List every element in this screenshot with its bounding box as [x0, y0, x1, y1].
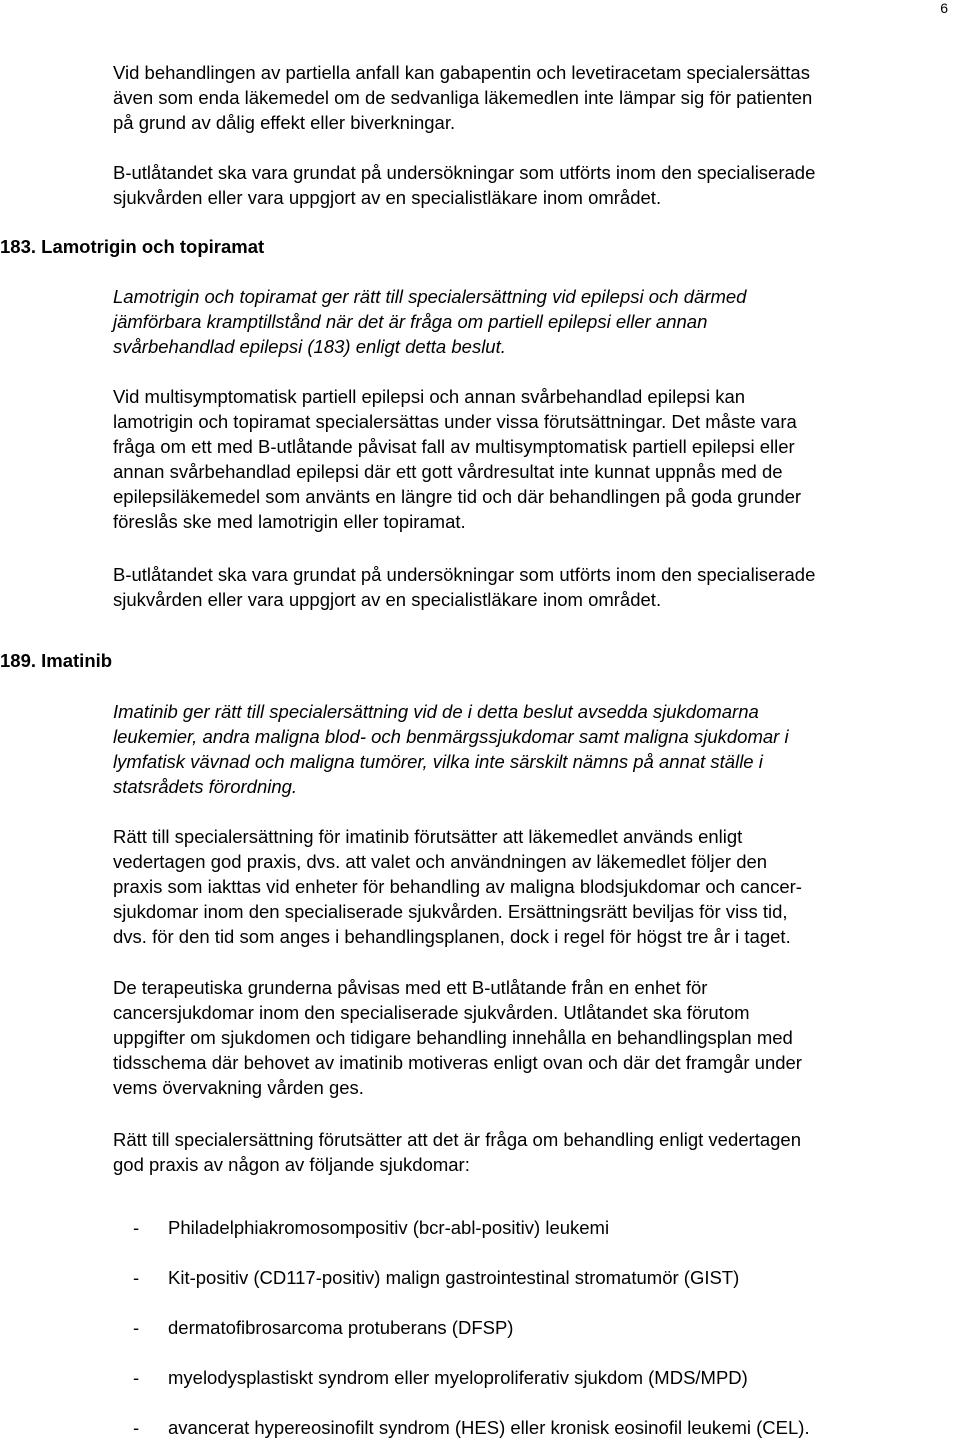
section189-paragraph-3	[113, 975, 953, 1100]
section183-paragraph-3	[113, 562, 953, 612]
text-line: fråga om ett med B-utlåtande påvisat fall av multisymptomatisk partiell epilepsi eller	[113, 436, 795, 457]
text-line: jämförbara kramptillstånd när det är fråga om partiell epilepsi eller annan	[113, 311, 708, 332]
section183-paragraph-2	[113, 384, 953, 534]
list-item-text: avancerat hypereosinofilt syndrom (HES) eller kronisk eosinofil leukemi (CEL).	[168, 1417, 810, 1438]
text-line: vems övervakning vården ges.	[113, 1077, 364, 1098]
section-heading-183: 183. Lamotrigin och topiramat	[0, 236, 265, 257]
text-line: uppgifter om sjukdomen och tidigare behandling innehålla en behandlingsplan med	[113, 1027, 793, 1048]
text-line: Rätt till specialersättning för imatinib förutsätter att läkemedlet används enligt	[113, 826, 743, 847]
list-marker: -	[133, 1217, 140, 1238]
list-item-text: Philadelphiakromosompositiv (bcr-abl-positiv) leukemi	[168, 1217, 610, 1238]
list-item	[113, 1315, 810, 1340]
disease-list	[113, 1215, 810, 1440]
text-line: föreslås ske med lamotrigin eller topiramat.	[113, 511, 466, 532]
text-line: B-utlåtandet ska vara grundat på undersökningar som utförts inom den specialiserade	[113, 564, 816, 585]
list-item	[113, 1365, 810, 1390]
list-item	[113, 1415, 810, 1440]
list-item	[113, 1265, 810, 1290]
text-line: annan svårbehandlad epilepsi där ett gott vårdresultat inte kunnat uppnås med de	[113, 461, 783, 482]
text-line: svårbehandlad epilepsi (183) enligt detta beslut.	[113, 336, 506, 357]
text-line: sjukdomar inom den specialiserade sjukvården. Ersättningsrätt beviljas för viss tid,	[113, 901, 788, 922]
text-line: även som enda läkemedel om de sedvanliga läkemedlen inte lämpar sig för patienten	[113, 87, 813, 108]
list-item	[113, 1215, 810, 1240]
list-marker: -	[133, 1367, 140, 1388]
list-marker: -	[133, 1267, 140, 1288]
text-line: cancersjukdomar inom den specialiserade sjukvården. Utlåtandet ska förutom	[113, 1002, 750, 1023]
text-line: Vid multisymptomatisk partiell epilepsi och annan svårbehandlad epilepsi kan	[113, 386, 746, 407]
text-line: på grund av dålig effekt eller biverkningar.	[113, 112, 456, 133]
text-line: vedertagen god praxis, dvs. att valet och användningen av läkemedlet följer den	[113, 851, 768, 872]
text-line: sjukvården eller vara uppgjort av en specialistläkare inom området.	[113, 187, 662, 208]
text-line: lymfatisk vävnad och maligna tumörer, vilka inte särskilt nämns på annat ställe i	[113, 751, 763, 772]
section189-paragraph-1	[113, 699, 953, 799]
text-line: Lamotrigin och topiramat ger rätt till specialersättning vid epilepsi och därmed	[113, 286, 747, 307]
text-line: tidsschema där behovet av imatinib motiveras enligt ovan och där det framgår under	[113, 1052, 802, 1073]
section-heading-189: 189. Imatinib	[0, 650, 113, 671]
text-line: De terapeutiska grunderna påvisas med ett B-utlåtande från en enhet för	[113, 977, 708, 998]
list-item-text: myelodysplastiskt syndrom eller myeloproliferativ sjukdom (MDS/MPD)	[168, 1367, 748, 1388]
text-line: leukemier, andra maligna blod- och benmärgssjukdomar samt maligna sjukdomar i	[113, 726, 789, 747]
section183-paragraph-1	[113, 284, 953, 359]
text-line: dvs. för den tid som anges i behandlingsplanen, dock i regel för högst tre år i taget.	[113, 926, 791, 947]
list-item-text: dermatofibrosarcoma protuberans (DFSP)	[168, 1317, 514, 1338]
text-line: epilepsiläkemedel som använts en längre tid och där behandlingen på goda grunder	[113, 486, 802, 507]
text-line: Vid behandlingen av partiella anfall kan gabapentin och levetiracetam specialersättas	[113, 62, 810, 83]
text-line: B-utlåtandet ska vara grundat på undersökningar som utförts inom den specialiserade	[113, 162, 816, 183]
text-line: god praxis av någon av följande sjukdomar:	[113, 1154, 470, 1175]
list-marker: -	[133, 1317, 140, 1338]
page-number: 6	[940, 0, 948, 16]
intro-paragraph-2	[113, 160, 953, 210]
intro-paragraph-1	[113, 60, 953, 135]
text-line: sjukvården eller vara uppgjort av en specialistläkare inom området.	[113, 589, 662, 610]
list-marker: -	[133, 1417, 140, 1438]
section189-paragraph-2	[113, 824, 953, 949]
text-line: statsrådets förordning.	[113, 776, 298, 797]
list-item-text: Kit-positiv (CD117-positiv) malign gastrointestinal stromatumör (GIST)	[168, 1267, 740, 1288]
text-line: Rätt till specialersättning förutsätter att det är fråga om behandling enligt vedertagen	[113, 1129, 801, 1150]
text-line: Imatinib ger rätt till specialersättning vid de i detta beslut avsedda sjukdomarna	[113, 701, 759, 722]
section189-paragraph-4	[113, 1127, 953, 1177]
text-line: praxis som iakttas vid enheter för behandling av maligna blodsjukdomar och cancer-	[113, 876, 802, 897]
text-line: lamotrigin och topiramat specialersättas under vissa förutsättningar. Det måste vara	[113, 411, 797, 432]
